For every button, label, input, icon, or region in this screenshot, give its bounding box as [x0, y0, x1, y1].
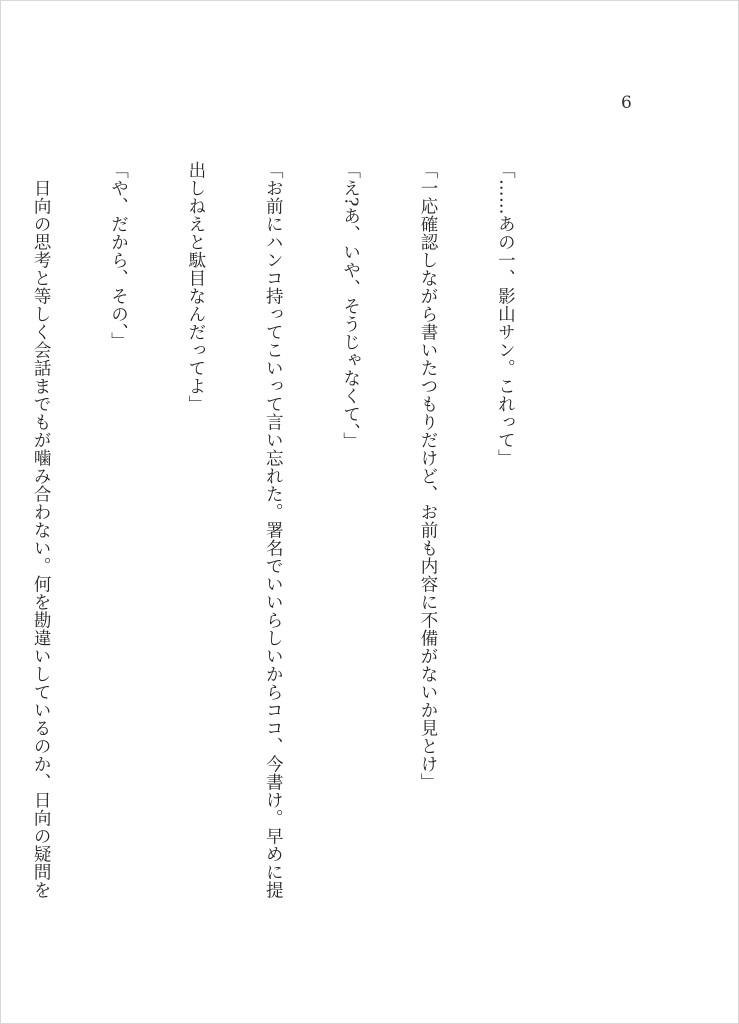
text-line: 「……あの一、影山サン。これって」 — [495, 161, 516, 467]
text-line: 「や、だから、その、」 — [108, 161, 129, 351]
page-number: 6 — [621, 93, 632, 113]
text-line: 日向の思考と等しく会話までもが噛み合わない。何を勘違いしているのか、日向の疑問を — [31, 161, 52, 899]
text-line: 「一応確認しながら書いたつもりだけど、お前も内容に不備がないか見とけ」 — [418, 161, 439, 791]
text-line: 「お前にハンコ持ってこいって言い忘れた。署名でいいらしいからココ、今書け。早めに提 — [263, 161, 284, 899]
vertical-text-body — [31, 161, 569, 941]
text-line: 「え?あ、いや、そうじゃなくて、」 — [340, 161, 361, 451]
text-line: 出しねえと駄目なんだってよ」 — [185, 161, 206, 413]
